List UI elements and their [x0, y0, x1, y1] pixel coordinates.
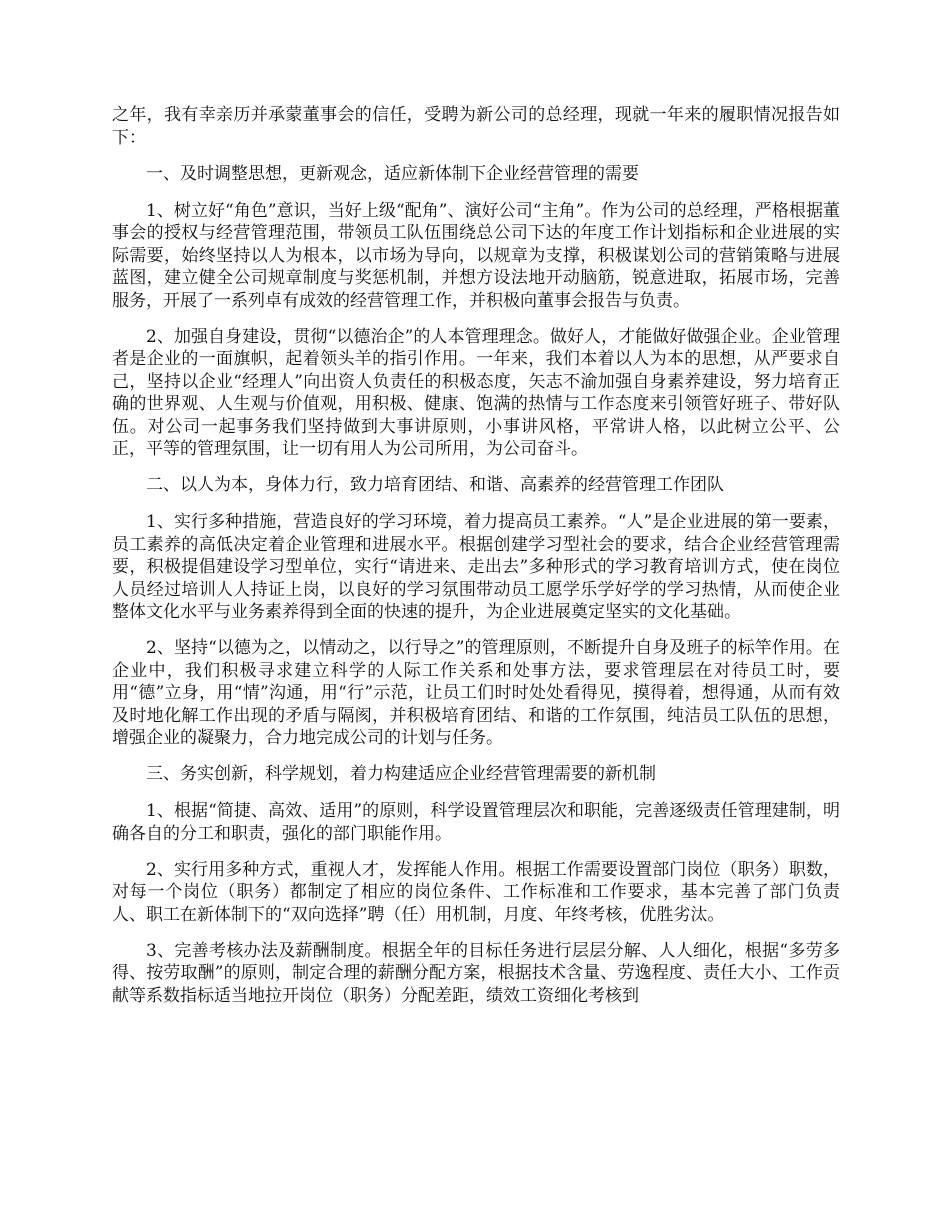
- paragraph-1-2: 2、加强自身建设，贯彻“以德治企”的人本管理理念。做好人，才能做好做强企业。企业管理者是企业的一面旗帜，起着领头羊的指引作用。一年来，我们本着以人为本的思想，从严要求自己，坚持以企业“经理人”向出资人负责任的积极态度，矢志不渝加强自身素养建设，努力培育正确的世界观、人生观与价值观，用积极、健康、饱满的热情与工作态度来引领管好班子、带好队伍。对公司一起事务我们坚持做到大事讲原则，小事讲风格，平常讲人格，以此树立公平、公正，平等的管理氛围，让一切有用人为公司所用，为公司奋斗。: [112, 326, 840, 459]
- section-heading-2: 二、以人为本，身体力行，致力培育团结、和谐、高素养的经营管理工作团队: [146, 475, 724, 495]
- document-page: [112, 104, 840, 1021]
- paragraph-2-1: 1、实行多种措施，营造良好的学习环境，着力提高员工素养。“人”是企业进展的第一要素，员工素养的高低决定着企业管理和进展水平。根据创建学习型社会的要求，结合企业经营管理需要，积极提倡建设学习型单位，实行“请进来、走出去”多种形式的学习教育培训方式，使在岗位人员经过培训人人持证上岗，以良好的学习氛围带动员工愿学乐学好学的学习热情，从而使企业整体文化水平与业务素养得到全面的快速的提升，为企业进展奠定坚实的文化基础。: [112, 512, 840, 622]
- section-heading-1: 一、及时调整思想，更新观念，适应新体制下企业经营管理的需要: [146, 163, 639, 184]
- section-heading-3: 三、务实创新，科学规划，着力构建适应企业经营管理需要的新机制: [146, 764, 656, 784]
- paragraph-3-1: 1、根据“简捷、高效、适用”的原则，科学设置管理层次和职能，完善逐级责任管理建制，明确各自的分工和职责，强化的部门职能作用。: [112, 801, 840, 844]
- paragraph-1-1: 1、树立好“角色”意识，当好上级“配角”、演好公司“主角”。作为公司的总经理，严格根据董事会的授权与经营管理范围，带领员工队伍围绕总公司下达的年度工作计划指标和企业进展的实际需要，始终坚持以人为根本，以市场为导向，以规章为支撑，积极谋划公司的营销策略与进展蓝图，建立健全公司规章制度与奖惩机制，并想方设法地开动脑筋，锐意进取，拓展市场，完善服务，开展了一系列卓有成效的经营管理工作，并积极向董事会报告与负责。: [112, 200, 840, 311]
- paragraph-3-2: 2、实行用多种方式，重视人才，发挥能人作用。根据工作需要设置部门岗位（职务）职数，对每一个岗位（职务）都制定了相应的岗位条件、工作标准和工作要求，基本完善了部门负责人、职工在新体制下的“双向选择”聘（任）用机制，月度、年终考核，优胜劣汰。: [112, 859, 840, 925]
- paragraph-intro: 之年，我有幸亲历并承蒙董事会的信任，受聘为新公司的总经理，现就一年来的履职情况报告如下：: [112, 105, 840, 148]
- paragraph-2-2: 2、坚持“以德为之，以情动之，以行导之”的管理原则，不断提升自身及班子的标竿作用。在企业中，我们积极寻求建立科学的人际工作关系和处事方法，要求管理层在对待员工时，要用“德”立身，用“情”沟通，用“行”示范，让员工们时时处处看得见，摸得着，想得通，从而有效及时地化解工作出现的矛盾与隔阂，并积极培育团结、和谐的工作氛围，纯洁员工队伍的思想，增强企业的凝聚力，合力地完成公司的计划与任务。: [112, 638, 840, 748]
- paragraph-3-3: 3、完善考核办法及薪酬制度。根据全年的目标任务进行层层分解、人人细化，根据“多劳多得、按劳取酬”的原则，制定合理的薪酬分配方案，根据技术含量、劳逸程度、责任大小、工作贡献等系数指标适当地拉开岗位（职务）分配差距，绩效工资细化考核到: [112, 940, 840, 1006]
